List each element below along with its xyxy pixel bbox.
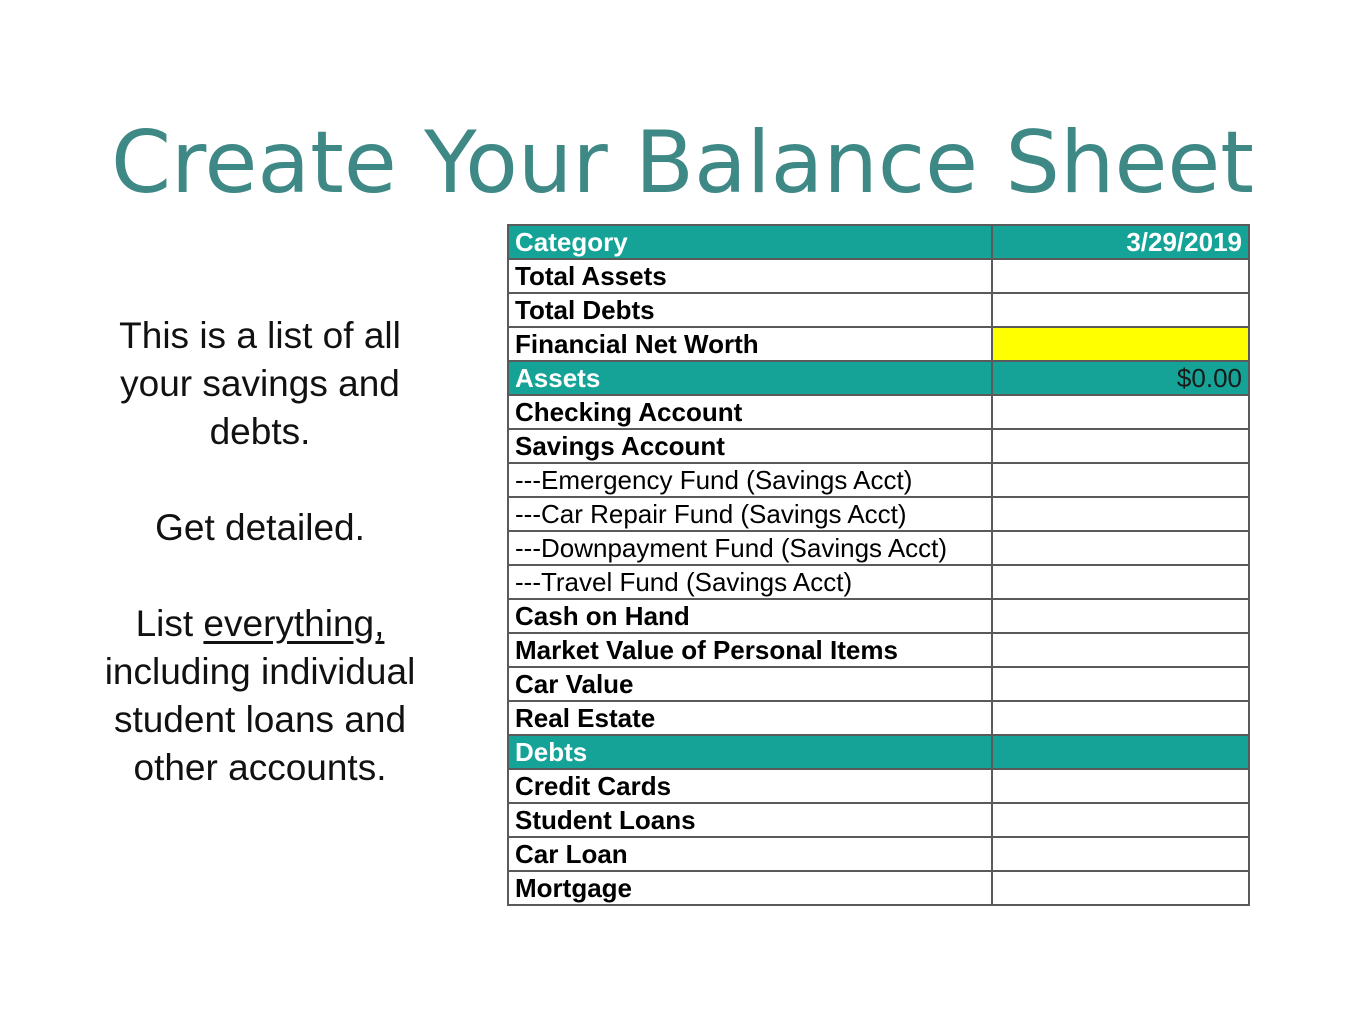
assets-section-header	[508, 361, 1249, 395]
row-label-cell[interactable]: Car Value	[508, 667, 992, 701]
table-row	[508, 259, 1249, 293]
row-label-cell[interactable]: Market Value of Personal Items	[508, 633, 992, 667]
section-total-cell[interactable]	[992, 735, 1249, 769]
row-value-cell[interactable]	[992, 429, 1249, 463]
instruction-line: student loans and	[113, 699, 407, 740]
row-value-cell[interactable]	[992, 837, 1249, 871]
section-total-cell[interactable]: $0.00	[992, 361, 1249, 395]
row-value-cell[interactable]	[992, 667, 1249, 701]
section-label-cell[interactable]: Debts	[508, 735, 992, 769]
table-row	[508, 701, 1249, 735]
instruction-emphasis: everything,	[203, 603, 385, 644]
row-value-cell[interactable]	[992, 803, 1249, 837]
row-label-cell[interactable]: Cash on Hand	[508, 599, 992, 633]
instruction-line: Get detailed.	[155, 507, 365, 548]
row-label-cell[interactable]: ---Car Repair Fund (Savings Acct)	[508, 497, 992, 531]
row-value-cell[interactable]	[992, 565, 1249, 599]
table-header-row	[508, 225, 1249, 259]
row-label-cell[interactable]: Savings Account	[508, 429, 992, 463]
table-row	[508, 531, 1249, 565]
instruction-line: This is a list of all	[119, 315, 401, 356]
table-row	[508, 803, 1249, 837]
table-row	[508, 871, 1249, 905]
instruction-line: your savings and	[120, 363, 400, 404]
debts-section-header	[508, 735, 1249, 769]
header-category-cell[interactable]: Category	[508, 225, 992, 259]
row-label-cell[interactable]: Student Loans	[508, 803, 992, 837]
table-row	[508, 327, 1249, 361]
table-row	[508, 769, 1249, 803]
row-value-cell[interactable]	[992, 293, 1249, 327]
row-value-cell[interactable]	[992, 497, 1249, 531]
table-row	[508, 565, 1249, 599]
row-label-cell[interactable]: Real Estate	[508, 701, 992, 735]
instruction-line: other accounts.	[133, 747, 387, 788]
instruction-prefix: List	[135, 603, 204, 644]
row-label-cell[interactable]: ---Travel Fund (Savings Acct)	[508, 565, 992, 599]
instruction-line: including individual	[104, 651, 416, 692]
table-row	[508, 667, 1249, 701]
instructions-text	[70, 312, 450, 792]
row-value-cell[interactable]	[992, 871, 1249, 905]
table-row	[508, 837, 1249, 871]
instruction-line	[70, 600, 450, 648]
balance-sheet-table	[507, 224, 1250, 906]
table-row	[508, 633, 1249, 667]
row-label-cell[interactable]: Total Debts	[508, 293, 992, 327]
row-value-cell[interactable]	[992, 259, 1249, 293]
row-value-cell[interactable]	[992, 395, 1249, 429]
instruction-line: debts.	[209, 411, 311, 452]
row-value-cell[interactable]	[992, 701, 1249, 735]
row-label-cell[interactable]: Total Assets	[508, 259, 992, 293]
row-value-cell[interactable]	[992, 769, 1249, 803]
row-value-cell[interactable]	[992, 599, 1249, 633]
table-row	[508, 599, 1249, 633]
row-label-cell[interactable]: Mortgage	[508, 871, 992, 905]
table-row	[508, 463, 1249, 497]
table-row	[508, 395, 1249, 429]
row-label-cell[interactable]: Financial Net Worth	[508, 327, 992, 361]
row-value-cell[interactable]	[992, 531, 1249, 565]
page-title: Create Your Balance Sheet	[111, 113, 1254, 213]
table-row	[508, 429, 1249, 463]
row-label-cell[interactable]: Car Loan	[508, 837, 992, 871]
header-date-cell[interactable]: 3/29/2019	[992, 225, 1249, 259]
row-value-cell[interactable]	[992, 633, 1249, 667]
row-label-cell[interactable]: ---Downpayment Fund (Savings Acct)	[508, 531, 992, 565]
net-worth-highlight-cell[interactable]	[992, 327, 1249, 361]
table-row	[508, 293, 1249, 327]
row-label-cell[interactable]: ---Emergency Fund (Savings Acct)	[508, 463, 992, 497]
row-value-cell[interactable]	[992, 463, 1249, 497]
section-label-cell[interactable]: Assets	[508, 361, 992, 395]
row-label-cell[interactable]: Checking Account	[508, 395, 992, 429]
row-label-cell[interactable]: Credit Cards	[508, 769, 992, 803]
table-row	[508, 497, 1249, 531]
